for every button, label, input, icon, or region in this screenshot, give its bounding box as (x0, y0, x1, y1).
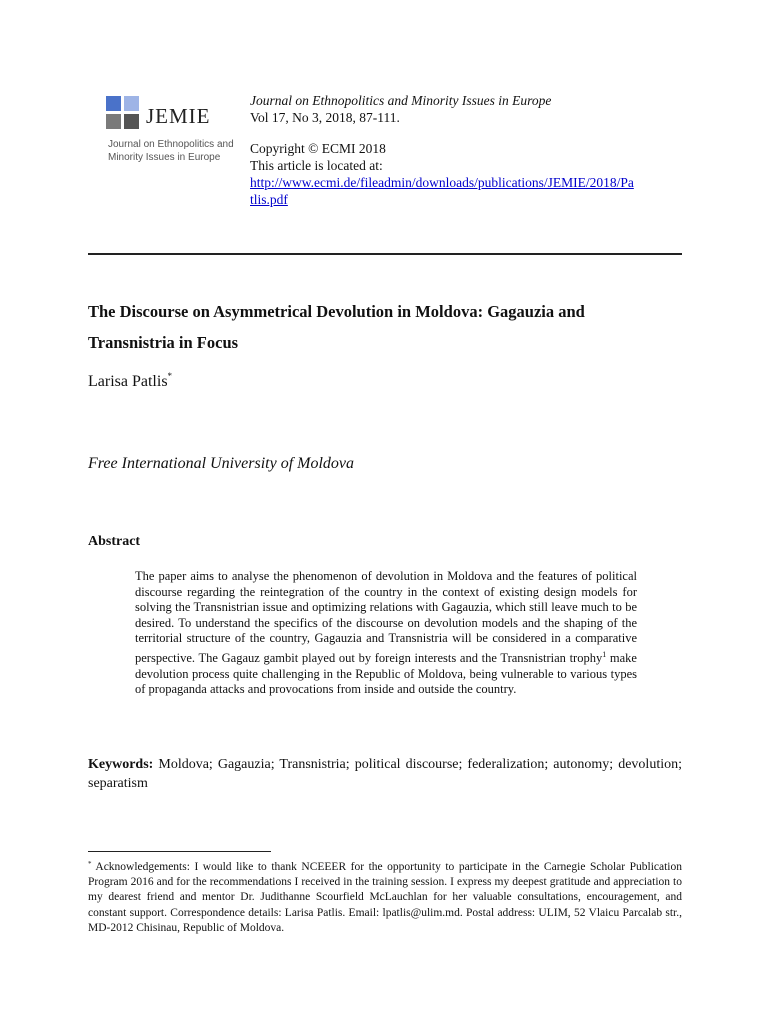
logo-wordmark: JEMIE (146, 104, 211, 128)
jemie-logo (96, 92, 236, 164)
journal-name: Journal on Ethnopolitics and Minority Issues in Europe (250, 93, 552, 108)
abstract-text (135, 569, 637, 698)
copyright: Copyright © ECMI 2018 (250, 141, 386, 156)
logo-subtitle-line1: Journal on Ethnopolitics and (108, 139, 234, 150)
located-label: This article is located at: (250, 158, 383, 173)
article-title (88, 296, 688, 358)
title-line2: Transnistria in Focus (88, 333, 239, 352)
logo-squares-icon (106, 96, 140, 130)
footnote (88, 857, 682, 936)
logo-subtitle-line2: Minority Issues in Europe (108, 152, 221, 163)
footnote-text: Acknowledgements: I would like to thank NCEEER for the opportunity to participate in the Carnegie Scholar Publication Program 2016 and for the recommendations I received in the training session. I express my deepest gratitude and appreciation to my dearest friend and mentor Dr. Judithanne Scourfield McLauchlan for her valuable consultations, encouragement, and constant support. Correspondence details: Larisa Patlis. Email: lpatlis@ulim.md. Postal address: ULIM, 52 Vlaicu Parcalab str., MD-2012 Chisinau, Republic of Moldova. (88, 861, 682, 934)
author-text: Larisa Patlis (88, 373, 168, 390)
footnote-divider (88, 851, 271, 852)
journal-info (250, 92, 690, 208)
abstract-heading: Abstract (88, 534, 141, 549)
author-footnote-mark: * (167, 371, 173, 381)
abstract-part2: make devolution process quite challenging in the Republic of Moldova, being vulnerable to various types of propaganda attacks and provocations from inside and outside the country. (135, 650, 637, 697)
footnote-ref-1: 1 (602, 649, 607, 659)
header-divider (88, 253, 682, 255)
author-name (88, 371, 172, 391)
url-line2: tlis.pdf (250, 192, 288, 207)
article-url-link[interactable] (250, 175, 634, 207)
affiliation: Free International University of Moldova (88, 455, 355, 472)
logo-subtitle (108, 138, 234, 164)
keywords (88, 755, 682, 793)
url-line1: http://www.ecmi.de/fileadmin/downloads/publications/JEMIE/2018/Pa (250, 175, 634, 190)
keywords-label: Keywords: (88, 757, 154, 772)
footnote-mark: * (88, 860, 92, 868)
keywords-text: Moldova; Gagauzia; Transnistria; political discourse; federalization; autonomy; devolution; separatism (88, 757, 682, 791)
abstract-part1: The paper aims to analyse the phenomenon of devolution in Moldova and the features of political discourse regarding the reintegration of the country in the context of existing design models for solving the Transnistrian issue and optimizing relations with Gagauzia, which still leave much to be desired. To understand the specifics of the discourse on devolution models and the shaping of the territorial structure of the country, Gagauzia and Transnistria will be considered in a comparative perspective. The Gagauz gambit played out by foreign interests and the Transnistrian trophy (135, 569, 637, 665)
journal-volume: Vol 17, No 3, 2018, 87-111. (250, 110, 400, 125)
title-line1: The Discourse on Asymmetrical Devolution in Moldova: Gagauzia and (88, 302, 585, 321)
